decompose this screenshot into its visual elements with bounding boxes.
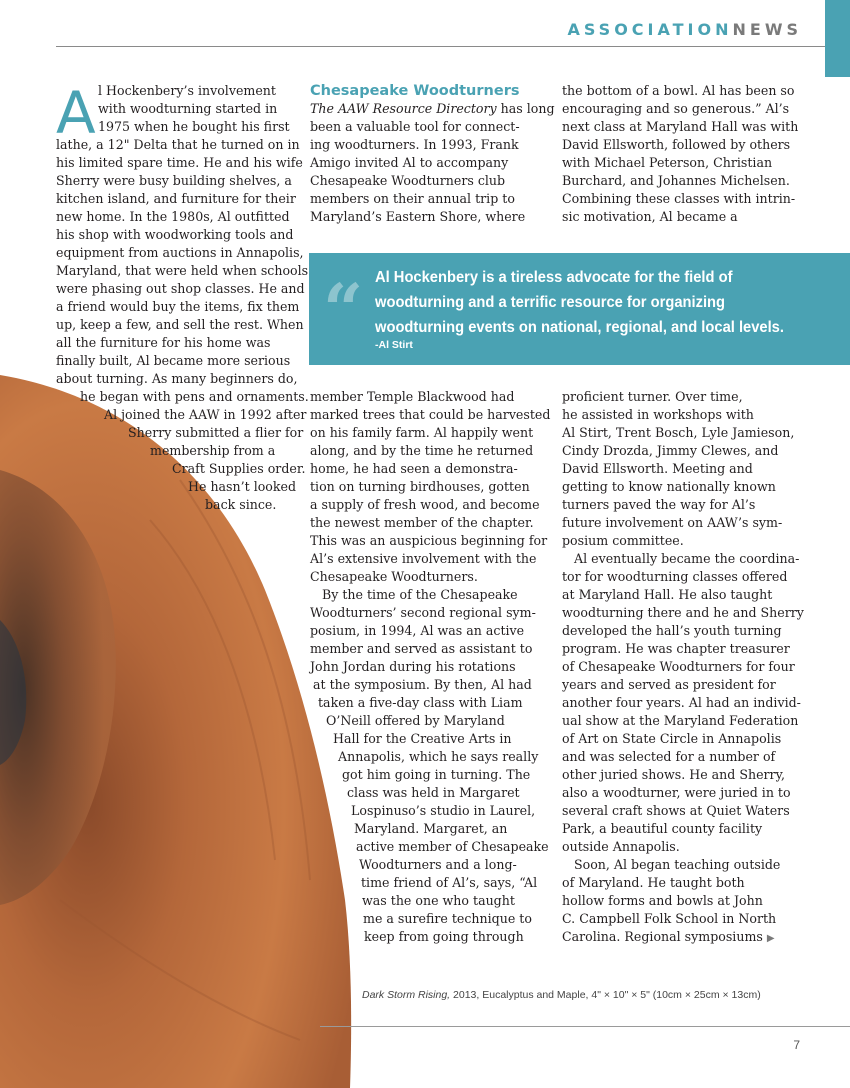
text-line: another four years. Al had an individ- xyxy=(562,695,801,710)
text-line: Al eventually became the coordina- xyxy=(574,551,800,566)
text-line: hollow forms and bowls at John xyxy=(562,893,763,908)
text-line: a supply of fresh wood, and become xyxy=(310,497,540,512)
text-line: finally built, Al became more serious xyxy=(56,353,291,368)
text-line: Al Stirt, Trent Bosch, Lyle Jamieson, xyxy=(562,425,795,440)
text-line: time friend of Al’s, says, “Al xyxy=(361,875,538,890)
text-line: he assisted in workshops with xyxy=(562,407,754,422)
text-line: about turning. As many beginners do, xyxy=(56,371,298,386)
text-line: O’Neill offered by Maryland xyxy=(326,713,505,728)
text-line: Craft Supplies order. xyxy=(172,461,306,476)
text-line: active member of Chesapeake xyxy=(356,839,549,854)
text-line: Cindy Drozda, Jimmy Clewes, and xyxy=(562,443,779,458)
text-line: back since. xyxy=(205,497,277,512)
text-line: Lospinuso’s studio in Laurel, xyxy=(351,803,536,818)
text-line: keep from going through xyxy=(364,929,524,944)
text-line: up, keep a few, and sell the rest. When xyxy=(56,317,304,332)
text-line: marked trees that could be harvested xyxy=(310,407,551,422)
text-line: got him going in turning. The xyxy=(342,767,531,782)
article-column-2-top xyxy=(310,82,555,226)
text-line: ing woodturners. In 1993, Frank xyxy=(310,137,519,152)
drop-cap: A xyxy=(56,79,96,147)
text-line: Maryland’s Eastern Shore, where xyxy=(310,209,526,224)
text-line: posium, in 1994, Al was an active xyxy=(310,623,525,638)
text-line: his shop with woodworking tools and xyxy=(56,227,294,242)
text-line: at Maryland Hall. He also taught xyxy=(562,587,773,602)
text-line: along, and by the time he returned xyxy=(310,443,534,458)
directory-title: The AAW Resource Directory xyxy=(310,101,497,116)
page-number: 7 xyxy=(793,1038,800,1052)
text-line: posium committee. xyxy=(562,533,684,548)
text-line: class was held in Margaret xyxy=(347,785,520,800)
text-line: he began with pens and ornaments. xyxy=(80,389,309,404)
text-line: were phasing out shop classes. He and xyxy=(56,281,305,296)
text-line: of Art on State Circle in Annapolis xyxy=(562,731,782,746)
caption-title: Dark Storm Rising, xyxy=(362,989,451,1001)
text-line: Chesapeake Woodturners. xyxy=(310,569,478,584)
text-line: been a valuable tool for connect- xyxy=(310,119,520,134)
text-line: member Temple Blackwood had xyxy=(310,389,515,404)
text-line: woodturning there and he and Sherry xyxy=(562,605,804,620)
text-line: with woodturning started in xyxy=(98,101,278,116)
text-line: also a woodturner, were juried in to xyxy=(562,785,791,800)
pull-quote-attribution: -Al Stirt xyxy=(375,339,413,351)
text-line: proficient turner. Over time, xyxy=(562,389,743,404)
text-line: Burchard, and Johannes Michelsen. xyxy=(562,173,790,188)
text-line: of Chesapeake Woodturners for four xyxy=(562,659,795,674)
text-line xyxy=(562,928,812,948)
text-line: at the symposium. By then, Al had xyxy=(313,677,532,692)
text-line: John Jordan during his rotations xyxy=(310,659,516,674)
text-line: David Ellsworth, followed by others xyxy=(562,137,791,152)
pull-quote-text xyxy=(375,265,798,340)
section-header-association: ASSOCIATION xyxy=(567,20,733,39)
continue-arrow-icon: ▶ xyxy=(766,933,775,944)
text-line: several craft shows at Quiet Waters xyxy=(562,803,790,818)
text-line: new home. In the 1980s, Al outfitted xyxy=(56,209,290,224)
text-line: C. Campbell Folk School in North xyxy=(562,911,777,926)
text-line: Amigo invited Al to accompany xyxy=(310,155,509,170)
text-line: Park, a beautiful county facility xyxy=(562,821,763,836)
text-line: all the furniture for his home was xyxy=(56,335,271,350)
section-header-news: NEWS xyxy=(732,20,802,39)
footer-rule xyxy=(320,1026,850,1027)
text-line: By the time of the Chesapeake xyxy=(322,587,518,602)
text-line: 1975 when he bought his first xyxy=(98,119,290,134)
text-line: turners paved the way for Al’s xyxy=(562,497,756,512)
article-column-2-bottom xyxy=(310,388,550,946)
text-line: next class at Maryland Hall was with xyxy=(562,119,799,134)
text-line: members on their annual trip to xyxy=(310,191,515,206)
text-line: Sherry submitted a flier for xyxy=(128,425,304,440)
text-line: getting to know nationally known xyxy=(562,479,776,494)
text-line: Woodturners’ second regional sym- xyxy=(310,605,536,620)
text-line: tion on turning birdhouses, gotten xyxy=(310,479,530,494)
text-line: Hall for the Creative Arts in xyxy=(333,731,512,746)
subhead: Chesapeake Woodturners xyxy=(310,83,520,99)
text-line: a friend would buy the items, fix them xyxy=(56,299,300,314)
caption-details: 2013, Eucalyptus and Maple, 4" × 10" × 5" (10cm × 25cm × 13cm) xyxy=(450,989,761,1001)
text-line: years and served as president for xyxy=(562,677,776,692)
text-line: and was selected for a number of xyxy=(562,749,776,764)
text-line: lathe, a 12" Delta that he turned on in xyxy=(56,137,300,152)
text-line: Al joined the AAW in 1992 after xyxy=(104,407,307,422)
text-line: taken a five-day class with Liam xyxy=(318,695,523,710)
text-fragment: Carolina. Regional symposiums xyxy=(562,929,763,944)
text-line: He hasn’t looked xyxy=(188,479,297,494)
text-line: on his family farm. Al happily went xyxy=(310,425,534,440)
text-line: ual show at the Maryland Federation xyxy=(562,713,799,728)
text-line: Maryland. Margaret, an xyxy=(354,821,508,836)
pull-quote-line: woodturning and a terrific resource for organizing xyxy=(375,294,726,311)
text-fragment: has long xyxy=(496,101,555,116)
text-line: future involvement on AAW’s sym- xyxy=(562,515,783,530)
text-line: tor for woodturning classes offered xyxy=(562,569,788,584)
text-line: the bottom of a bowl. Al has been so xyxy=(562,83,795,98)
text-line: his limited spare time. He and his wife xyxy=(56,155,303,170)
article-column-3-top xyxy=(562,82,812,226)
pull-quote-line: woodturning events on national, regional, and local levels. xyxy=(375,319,784,336)
text-line: encouraging and so generous.” Al’s xyxy=(562,101,790,116)
text-line: Combining these classes with intrin- xyxy=(562,191,796,206)
text-line: l Hockenbery’s involvement xyxy=(98,83,276,98)
text-line: me a surefire technique to xyxy=(363,911,532,926)
text-line: membership from a xyxy=(150,443,276,458)
text-line: member and served as assistant to xyxy=(310,641,533,656)
text-line: was the one who taught xyxy=(362,893,515,908)
text-line: Woodturners and a long- xyxy=(359,857,517,872)
text-line xyxy=(310,100,555,118)
text-line: Al’s extensive involvement with the xyxy=(310,551,537,566)
text-line: Chesapeake Woodturners club xyxy=(310,173,506,188)
text-line: David Ellsworth. Meeting and xyxy=(562,461,753,476)
text-line: This was an auspicious beginning for xyxy=(310,533,548,548)
text-line: other juried shows. He and Sherry, xyxy=(562,767,786,782)
pull-quote xyxy=(309,253,850,365)
text-line: kitchen island, and furniture for their xyxy=(56,191,296,206)
text-line: with Michael Peterson, Christian xyxy=(562,155,773,170)
text-line: equipment from auctions in Annapolis, xyxy=(56,245,304,260)
text-line: Maryland, that were held when schools xyxy=(56,263,309,278)
text-line: sic motivation, Al became a xyxy=(562,209,738,224)
photo-caption xyxy=(362,989,761,1001)
article-column-3-bottom xyxy=(562,388,812,948)
text-line: program. He was chapter treasurer xyxy=(562,641,790,656)
quote-mark-icon: “ xyxy=(323,268,364,351)
text-line: the newest member of the chapter. xyxy=(310,515,534,530)
pull-quote-line: Al Hockenbery is a tireless advocate for the field of xyxy=(375,269,733,286)
text-line: of Maryland. He taught both xyxy=(562,875,745,890)
text-line: Soon, Al began teaching outside xyxy=(574,857,781,872)
text-line: developed the hall’s youth turning xyxy=(562,623,782,638)
text-line: home, he had seen a demonstra- xyxy=(310,461,518,476)
text-line: Sherry were busy building shelves, a xyxy=(56,173,292,188)
text-line: Annapolis, which he says really xyxy=(338,749,539,764)
article-column-1 xyxy=(56,79,309,514)
text-line: outside Annapolis. xyxy=(562,839,680,854)
